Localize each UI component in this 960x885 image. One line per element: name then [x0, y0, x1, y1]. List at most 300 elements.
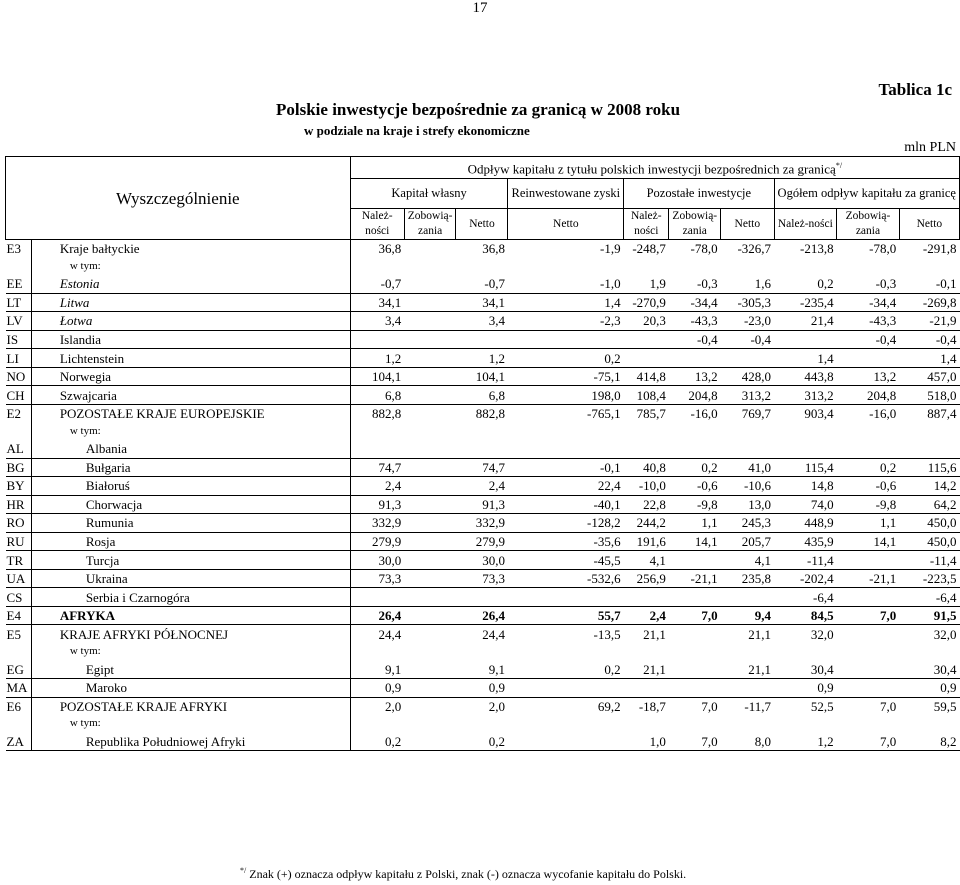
cell-value: 0,2 [669, 458, 721, 477]
cell-value: 7,0 [669, 697, 721, 715]
cell-value: -10,6 [721, 477, 774, 496]
cell-value [624, 715, 669, 733]
cell-value [669, 258, 721, 276]
table-row [6, 440, 960, 458]
cell-value: 4,1 [721, 551, 774, 570]
cell-value: 32,0 [899, 625, 959, 643]
cell-value [837, 625, 900, 643]
cell-value: 91,5 [899, 606, 959, 625]
cell-value: -75,1 [508, 367, 624, 386]
table-body [6, 240, 960, 751]
row-code: LV [6, 312, 32, 331]
cell-value: 74,7 [456, 458, 508, 477]
cell-value [508, 643, 624, 661]
cell-value: 8,2 [899, 733, 959, 751]
row-name: Maroko [31, 679, 350, 698]
cell-value: 108,4 [624, 386, 669, 405]
cell-value: 882,8 [456, 404, 508, 422]
cell-value [350, 643, 404, 661]
table-row [6, 293, 960, 312]
cell-value: 0,2 [604, 661, 621, 677]
cell-value: 73,3 [350, 569, 404, 588]
cell-value: 435,9 [774, 532, 837, 551]
cell-value [624, 330, 669, 349]
cell-value: -269,8 [899, 293, 959, 312]
cell-value: 21,1 [748, 661, 772, 677]
row-code: IS [6, 330, 32, 349]
cell-value: 32,0 [774, 625, 837, 643]
cell-value [456, 258, 508, 276]
cell-value: -0,4 [721, 330, 774, 349]
col-header-nal-3: Należ-ności [624, 209, 669, 240]
group-header-reinvested: Reinwestowane zyski [508, 179, 624, 209]
cell-value: 450,0 [899, 514, 959, 533]
table-row [6, 386, 960, 405]
table-row [6, 514, 960, 533]
cell-value: -6,4 [899, 588, 959, 607]
row-code: BY [6, 477, 32, 496]
cell-value [456, 330, 508, 349]
cell-value: 104,1 [350, 367, 404, 386]
cell-value: -235,4 [774, 293, 837, 312]
table-row [6, 679, 960, 698]
cell-value: 450,0 [899, 532, 959, 551]
cell-value: 22,4 [508, 477, 624, 496]
col-header-nal-1: Należ-ności [350, 209, 404, 240]
cell-value: 115,6 [899, 458, 959, 477]
cell-value [669, 661, 721, 679]
cell-value: 6,8 [350, 386, 404, 405]
cell-value: 24,4 [350, 625, 404, 643]
row-code: MA [6, 679, 32, 698]
cell-value [774, 422, 837, 440]
cell-value [404, 588, 456, 607]
cell-value: -9,8 [837, 495, 900, 514]
cell-value: 1,4 [899, 349, 959, 368]
cell-value: 69,2 [508, 697, 624, 715]
cell-value: -21,1 [837, 569, 900, 588]
cell-value [404, 715, 456, 733]
cell-value: 0,9 [350, 679, 404, 698]
col-header-zob-4: Zobowią-zania [837, 209, 900, 240]
cell-value [350, 588, 404, 607]
cell-value: 2,4 [350, 477, 404, 496]
cell-value: 3,4 [350, 312, 404, 331]
cell-value: 1,0 [624, 733, 669, 751]
row-name: Rosja [31, 532, 350, 551]
table-row [6, 275, 960, 293]
cell-value [837, 588, 900, 607]
cell-value: 1,2 [774, 733, 837, 751]
cell-value: -78,0 [690, 241, 718, 257]
cell-value: 7,0 [837, 733, 900, 751]
cell-value [404, 330, 456, 349]
cell-value: -23,0 [721, 312, 774, 331]
cell-value: 4,1 [624, 551, 669, 570]
table-row [6, 330, 960, 349]
cell-value: -21,1 [669, 569, 721, 588]
row-code: E3 [6, 240, 32, 258]
cell-value: 91,3 [456, 495, 508, 514]
cell-value: -213,8 [800, 241, 834, 257]
cell-value [508, 258, 624, 276]
cell-value: -1,0 [600, 276, 621, 292]
cell-value [404, 625, 456, 643]
row-code: CH [6, 386, 32, 405]
row-code: RO [6, 514, 32, 533]
cell-value: 204,8 [669, 386, 721, 405]
table-row [6, 625, 960, 643]
row-code: EG [6, 661, 32, 679]
table-row [6, 458, 960, 477]
table-row [6, 715, 960, 733]
cell-value: 0,2 [508, 349, 624, 368]
cell-value [774, 715, 837, 733]
cell-value: -34,4 [837, 293, 900, 312]
cell-value: 14,2 [899, 477, 959, 496]
table-row [6, 643, 960, 661]
cell-value [404, 733, 456, 751]
row-name: POZOSTAŁE KRAJE EUROPEJSKIE [31, 404, 350, 422]
cell-value: -34,4 [669, 293, 721, 312]
row-code: AL [6, 440, 32, 458]
cell-value [404, 495, 456, 514]
cell-value: -532,6 [508, 569, 624, 588]
cell-value: 0,9 [456, 679, 508, 698]
cell-value: -0,7 [380, 276, 402, 292]
row-code: TR [6, 551, 32, 570]
cell-value [404, 697, 456, 715]
cell-value [404, 367, 456, 386]
table-row [6, 349, 960, 368]
cell-value [721, 440, 774, 458]
cell-value: 21,1 [721, 625, 774, 643]
table-row [6, 404, 960, 422]
cell-value: 1,1 [669, 514, 721, 533]
cell-value: 769,7 [721, 404, 774, 422]
investment-table [5, 156, 960, 751]
cell-value: 34,1 [456, 293, 508, 312]
row-code: ZA [6, 733, 32, 751]
cell-value: 191,6 [624, 532, 669, 551]
cell-value: 428,0 [721, 367, 774, 386]
row-name: Republika Południowej Afryki [31, 733, 350, 751]
cell-value: 9,1 [385, 661, 402, 677]
cell-value [404, 643, 456, 661]
cell-value: -11,4 [774, 551, 837, 570]
table-row [6, 367, 960, 386]
cell-value [456, 643, 508, 661]
cell-value: 14,1 [837, 532, 900, 551]
stub-header: Wyszczególnienie [6, 157, 351, 240]
cell-value: 91,3 [350, 495, 404, 514]
cell-value: 74,0 [774, 495, 837, 514]
cell-value: -0,6 [669, 477, 721, 496]
cell-value: 24,4 [456, 625, 508, 643]
cell-value: 204,8 [837, 386, 900, 405]
cell-value: 26,4 [350, 606, 404, 625]
cell-value: 20,3 [624, 312, 669, 331]
cell-value [624, 679, 669, 698]
row-name: Ukraina [31, 569, 350, 588]
row-code [6, 643, 32, 661]
cell-value: 785,7 [624, 404, 669, 422]
row-code: UA [6, 569, 32, 588]
cell-value: 205,7 [721, 532, 774, 551]
cell-value [404, 258, 456, 276]
cell-value [721, 715, 774, 733]
cell-value: -0,4 [837, 330, 900, 349]
row-name: Białoruś [31, 477, 350, 496]
cell-value: 245,3 [721, 514, 774, 533]
row-code: LT [6, 293, 32, 312]
cell-value: -0,6 [837, 477, 900, 496]
cell-value [837, 643, 900, 661]
cell-value [404, 440, 456, 458]
cell-value: -18,7 [624, 697, 669, 715]
row-name: w tym: [31, 715, 350, 733]
table-row [6, 733, 960, 751]
cell-value [404, 349, 456, 368]
row-code: BG [6, 458, 32, 477]
cell-value: -128,2 [508, 514, 624, 533]
cell-value: -43,3 [837, 312, 900, 331]
col-header-zob-3: Zobowią-zania [669, 209, 721, 240]
row-name: Szwajcaria [31, 386, 350, 405]
cell-value: -270,9 [624, 293, 669, 312]
cell-value [404, 569, 456, 588]
cell-value [404, 477, 456, 496]
row-name: Estonia [31, 275, 350, 293]
row-name: Kraje bałtyckie [31, 240, 350, 258]
cell-value: 9,1 [488, 661, 505, 677]
cell-value: 22,8 [624, 495, 669, 514]
row-name: Turcja [31, 551, 350, 570]
cell-value: 448,9 [774, 514, 837, 533]
table-row [6, 532, 960, 551]
cell-value [456, 422, 508, 440]
cell-value: 9,4 [721, 606, 774, 625]
cell-value: 30,4 [933, 661, 957, 677]
page-subtitle: w podziale na kraje i strefy ekonomiczne [304, 123, 530, 138]
row-code [6, 422, 32, 440]
cell-value: -326,7 [737, 241, 772, 257]
cell-value: 41,0 [721, 458, 774, 477]
cell-value [624, 258, 669, 276]
cell-value [721, 679, 774, 698]
cell-value [624, 422, 669, 440]
cell-value: 21,4 [774, 312, 837, 331]
cell-value [404, 422, 456, 440]
cell-value: 882,8 [350, 404, 404, 422]
cell-value: -16,0 [837, 404, 900, 422]
col-header-netto-3: Netto [721, 209, 774, 240]
cell-value: -248,7 [632, 241, 666, 257]
cell-value: -43,3 [669, 312, 721, 331]
cell-value [456, 440, 508, 458]
cell-value: -202,4 [774, 569, 837, 588]
cell-value: 55,7 [508, 606, 624, 625]
cell-value [404, 312, 456, 331]
cell-value: -1,9 [600, 241, 621, 257]
cell-value: 26,4 [456, 606, 508, 625]
table-row [6, 697, 960, 715]
cell-value: 518,0 [899, 386, 959, 405]
cell-value: 313,2 [774, 386, 837, 405]
table-row [6, 240, 960, 258]
table-row [6, 258, 960, 276]
row-name: w tym: [31, 643, 350, 661]
cell-value: -291,8 [922, 241, 957, 257]
cell-value [899, 440, 959, 458]
cell-value: 73,3 [456, 569, 508, 588]
cell-value [350, 422, 404, 440]
row-code: E4 [6, 606, 32, 625]
row-code: HR [6, 495, 32, 514]
cell-value: 313,2 [721, 386, 774, 405]
cell-value [837, 440, 900, 458]
cell-value: -0,7 [484, 276, 505, 292]
cell-value: -45,5 [508, 551, 624, 570]
cell-value: 13,0 [721, 495, 774, 514]
cell-value: 7,0 [837, 606, 900, 625]
row-code: RU [6, 532, 32, 551]
table-row [6, 551, 960, 570]
col-header-nal-4: Należ-ności [774, 209, 837, 240]
cell-value [837, 551, 900, 570]
cell-value: 40,8 [624, 458, 669, 477]
cell-value [837, 422, 900, 440]
row-code: NO [6, 367, 32, 386]
col-header-netto-1: Netto [456, 209, 508, 240]
row-code: CS [6, 588, 32, 607]
row-code: LI [6, 349, 32, 368]
cell-value: 0,9 [774, 679, 837, 698]
cell-value [899, 715, 959, 733]
cell-value [456, 715, 508, 733]
cell-value: -11,7 [721, 697, 774, 715]
cell-value [669, 588, 721, 607]
col-header-zob-1: Zobowią-zania [404, 209, 456, 240]
row-name: Chorwacja [31, 495, 350, 514]
cell-value: 64,2 [899, 495, 959, 514]
cell-value: 30,0 [456, 551, 508, 570]
cell-value [456, 588, 508, 607]
cell-value: 2,4 [456, 477, 508, 496]
cell-value: 115,4 [774, 458, 837, 477]
cell-value: 0,2 [350, 733, 404, 751]
cell-value: 457,0 [899, 367, 959, 386]
cell-value: 332,9 [350, 514, 404, 533]
row-name: Bułgaria [31, 458, 350, 477]
cell-value [404, 514, 456, 533]
group-header-equity: Kapitał własny [350, 179, 508, 209]
cell-value [350, 440, 404, 458]
table-row [6, 569, 960, 588]
cell-value: 6,8 [456, 386, 508, 405]
cell-value: 443,8 [774, 367, 837, 386]
cell-value: 0,2 [837, 458, 900, 477]
cell-value [899, 258, 959, 276]
cell-value [404, 293, 456, 312]
main-header: Odpływ kapitału z tytułu polskich inwestycji bezpośrednich za granicą*/ [350, 157, 959, 179]
cell-value [624, 643, 669, 661]
row-name: Egipt [31, 661, 350, 679]
row-name: Islandia [31, 330, 350, 349]
cell-value: 198,0 [508, 386, 624, 405]
cell-value [669, 625, 721, 643]
unit-label: mln PLN [904, 140, 956, 155]
cell-value: 1,2 [350, 349, 404, 368]
cell-value [837, 679, 900, 698]
table-row [6, 477, 960, 496]
cell-value [837, 715, 900, 733]
cell-value: -0,3 [697, 276, 718, 292]
cell-value [350, 258, 404, 276]
cell-value: 13,2 [837, 367, 900, 386]
cell-value: -78,0 [869, 241, 897, 257]
cell-value [899, 422, 959, 440]
cell-value [721, 588, 774, 607]
cell-value: 7,0 [669, 606, 721, 625]
cell-value: 30,4 [810, 661, 834, 677]
cell-value: 1,4 [508, 293, 624, 312]
cell-value [404, 551, 456, 570]
cell-value [669, 422, 721, 440]
cell-value: 104,1 [456, 367, 508, 386]
row-name: Rumunia [31, 514, 350, 533]
cell-value: 7,0 [837, 697, 900, 715]
cell-value [837, 258, 900, 276]
row-name: Norwegia [31, 367, 350, 386]
cell-value: 2,4 [624, 606, 669, 625]
table-row [6, 606, 960, 625]
row-name: Lichtenstein [31, 349, 350, 368]
cell-value [508, 588, 624, 607]
cell-value [774, 440, 837, 458]
cell-value: 0,2 [817, 276, 834, 292]
row-name: Albania [31, 440, 350, 458]
page-title: Polskie inwestycje bezpośrednie za granicą w 2008 roku [276, 100, 681, 119]
cell-value: 279,9 [350, 532, 404, 551]
cell-value [404, 606, 456, 625]
cell-value [837, 349, 900, 368]
table-row [6, 588, 960, 607]
cell-value [721, 258, 774, 276]
page-number: 17 [472, 0, 488, 16]
row-name: w tym: [31, 258, 350, 276]
cell-value: -13,5 [508, 625, 624, 643]
cell-value: 59,5 [899, 697, 959, 715]
cell-value: 2,0 [350, 697, 404, 715]
cell-value: -2,3 [508, 312, 624, 331]
table-row [6, 661, 960, 679]
group-header-other: Pozostałe inwestycje [624, 179, 774, 209]
cell-value: 332,9 [456, 514, 508, 533]
cell-value [404, 275, 456, 293]
group-header-total: Ogółem odpływ kapitału za granicę [774, 179, 959, 209]
cell-value [669, 349, 721, 368]
cell-value: 414,8 [624, 367, 669, 386]
row-name: AFRYKA [31, 606, 350, 625]
cell-value: 13,2 [669, 367, 721, 386]
cell-value [404, 679, 456, 698]
cell-value [508, 422, 624, 440]
cell-value: 0,9 [899, 679, 959, 698]
cell-value: -9,8 [669, 495, 721, 514]
cell-value: -0,4 [669, 330, 721, 349]
cell-value [624, 440, 669, 458]
